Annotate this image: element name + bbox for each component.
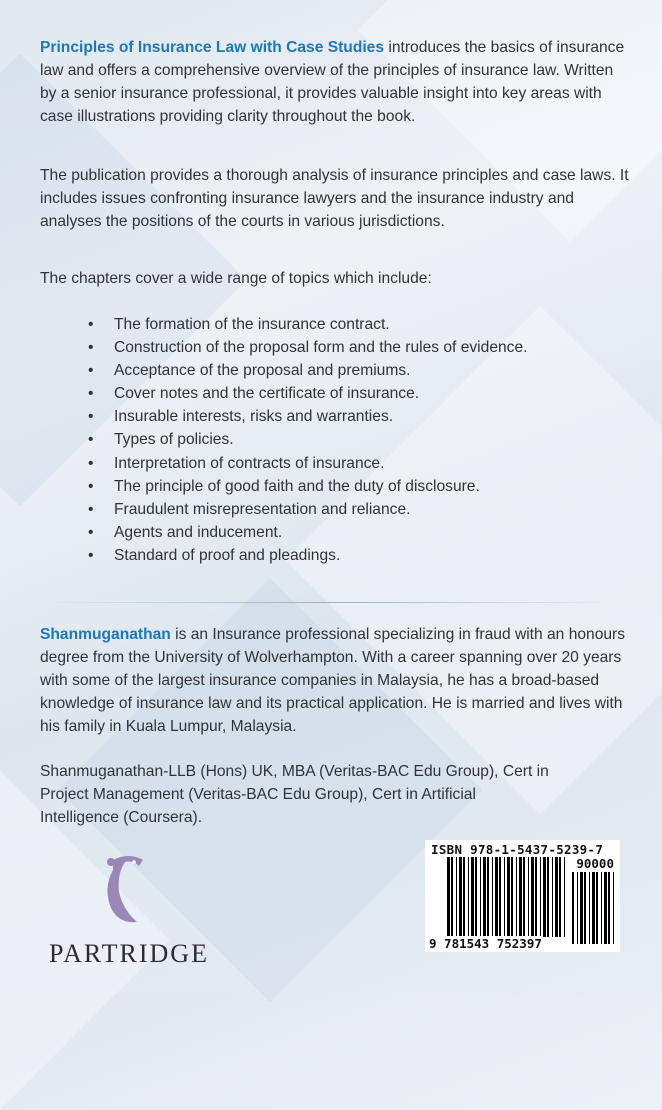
barcode-bar (592, 872, 595, 944)
barcode-bar (608, 872, 610, 944)
divider (40, 602, 620, 603)
barcode-bar (555, 857, 558, 937)
barcode-bar (504, 857, 505, 937)
author-bio (40, 623, 630, 738)
intro-paragraph (40, 36, 630, 128)
barcode-bar (559, 857, 561, 937)
list-item: • Cover notes and the certificate of insurance. (88, 382, 527, 405)
barcode-bar (523, 857, 525, 937)
list-item: • Types of policies. (88, 428, 527, 451)
barcode-bar (487, 857, 489, 937)
barcode-bar (519, 857, 522, 937)
barcode-bars (447, 857, 567, 937)
list-item: • The principle of good faith and the duty of disclosure. (88, 475, 527, 498)
barcode-bar (584, 872, 586, 944)
barcode-addon-bars (572, 872, 614, 944)
topics-list (88, 313, 527, 567)
barcode-bar (475, 857, 477, 937)
barcode-bar (547, 857, 549, 937)
isbn-text: ISBN 978-1-5437-5239-7 (431, 842, 604, 857)
list-item: • Standard of proof and pleadings. (88, 544, 527, 567)
price-code: 90000 (576, 856, 614, 871)
barcode-bar (531, 857, 534, 937)
barcode-bar (552, 857, 553, 937)
publisher-name: PARTRIDGE (49, 939, 209, 968)
barcode-bar (507, 857, 510, 937)
list-item: • Insurable interests, risks and warranties. (88, 405, 527, 428)
barcode-number: 9 781543 752397 (429, 936, 542, 951)
barcode-bar (540, 857, 541, 937)
barcode-bar (543, 857, 546, 937)
author-name: Shanmuganathan (40, 626, 171, 643)
list-item: • Construction of the proposal form and the rules of evidence. (88, 336, 527, 359)
barcode-bar (471, 857, 474, 937)
barcode-bar (528, 857, 529, 937)
barcode-bar (589, 872, 590, 944)
barcode-bar (516, 857, 517, 937)
barcode-bar (596, 872, 598, 944)
partridge-bird-icon (99, 852, 159, 930)
barcode-bar (495, 857, 498, 937)
list-item: • Fraudulent misrepresentation and reliance. (88, 498, 527, 521)
barcode-bar (447, 857, 450, 937)
barcode-bar (535, 857, 537, 937)
barcode-bar (480, 857, 481, 937)
list-item: • Acceptance of the proposal and premiums. (88, 359, 527, 382)
book-title: Principles of Insurance Law with Case Studies (40, 39, 385, 56)
isbn-barcode (425, 840, 620, 952)
barcode-bar (564, 857, 565, 937)
barcode-bar (468, 857, 469, 937)
barcode-bar (572, 872, 574, 944)
barcode-bar (463, 857, 465, 937)
barcode-bar (451, 857, 453, 937)
author-bio-text: is an Insurance professional specializing in fraud with an honours degree from the University of Wolverhampton. With a career spanning over 20 years with some of the largest insurance companies in Malaysia, he has a broad-based knowledge of insurance law and its practical application. He is married and lives with his family in Kuala Lumpur, Malaysia. (40, 626, 626, 735)
publication-paragraph: The publication provides a thorough analysis of insurance principles and case laws. It includes issues confronting insurance lawyers and the insurance industry and analyses the positions of the courts in various jurisdictions. (40, 167, 629, 230)
barcode-bar (499, 857, 501, 937)
author-credentials: Shanmuganathan-LLB (Hons) UK, MBA (Veritas-BAC Edu Group), Cert in Project Management (Veritas-BAC Edu Group), Cert in Artificial Intelligence (Coursera). (40, 763, 549, 826)
barcode-bar (459, 857, 462, 937)
list-item: • Agents and inducement. (88, 521, 527, 544)
publisher-logo (40, 852, 218, 969)
barcode-bar (613, 872, 614, 944)
chapters-intro: The chapters cover a wide range of topics which include: (40, 270, 432, 287)
barcode-bar (492, 857, 493, 937)
list-item: • Interpretation of contracts of insurance. (88, 452, 527, 475)
list-item: • The formation of the insurance contract. (88, 313, 527, 336)
barcode-bar (577, 872, 578, 944)
intro-text: introduces the basics of insurance law and offers a comprehensive overview of the principles of insurance law. Written by a senior insurance professional, it provides valuable insight into key areas with case illustrations providing clarity throughout the book. (40, 39, 625, 125)
barcode-bar (604, 872, 607, 944)
barcode-bar (580, 872, 583, 944)
barcode-bar (483, 857, 486, 937)
barcode-bar (511, 857, 513, 937)
barcode-bar (601, 872, 602, 944)
barcode-bar (456, 857, 457, 937)
